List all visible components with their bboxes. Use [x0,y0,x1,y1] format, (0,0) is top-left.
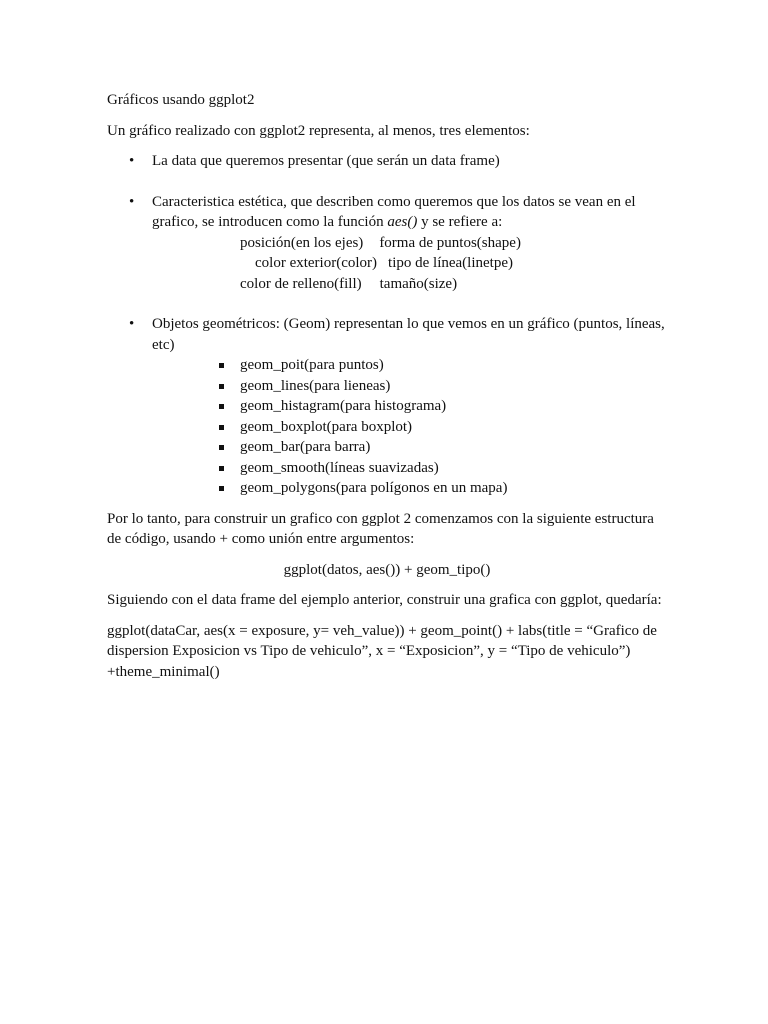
square-bullet-icon [219,363,224,368]
list-item-data-text: La data que queremos presentar (que serán un data frame) [152,153,500,169]
geom-list-item: geom_bar(para barra) [152,437,667,458]
geom-text: Objetos geométricos: (Geom) representan lo que vemos en un gráfico (puntos, líneas, etc) [152,316,665,353]
square-bullet-icon [219,404,224,409]
example-paragraph: Siguiendo con el data frame del ejemplo anterior, construir una grafica con ggplot, quedaría: [107,592,662,608]
aes-row [152,274,667,295]
document-page [107,90,667,682]
example-code: ggplot(dataCar, aes(x = exposure, y= veh_value)) + geom_point() + labs(title = “Grafico de dispersion Exposicion vs Tipo de vehiculo”, x = “Exposicion”, y = “Tipo de vehiculo”) +theme_minimal() [107,622,657,680]
bullet-icon: • [129,193,135,210]
square-bullet-icon [219,466,224,471]
aes-text-before: Caracteristica estética, que describen como queremos que los datos se vean en el grafico, se introducen como la función [152,193,636,230]
bullet-icon: • [129,153,135,169]
geom-list [152,355,667,499]
bullet-icon: • [129,316,135,332]
square-bullet-icon [219,486,224,491]
square-bullet-icon [219,425,224,430]
aes-row [152,253,667,274]
geom-list-item: geom_smooth(líneas suavizadas) [152,458,667,479]
square-bullet-icon [219,445,224,450]
geom-list-item: geom_lines(para lieneas) [152,376,667,397]
geom-list-item: geom_poit(para puntos) [152,355,667,376]
aes-function-name: aes() [387,214,418,230]
intro-paragraph: Un gráfico realizado con ggplot2 representa, al menos, tres elementos: [107,122,530,139]
elements-list [107,151,667,499]
geom-list-item: geom_boxplot(para boxplot) [152,417,667,438]
aes-item: posición(en los ejes) [240,234,364,251]
list-item-aes [107,192,667,295]
aes-item: tamaño(size) [379,275,458,292]
aes-item: forma de puntos(shape) [379,234,521,251]
aes-item: color exterior(color) [255,255,378,271]
aes-row [152,233,667,254]
geom-list-item: geom_polygons(para polígonos en un mapa) [152,478,667,499]
structure-code: ggplot(datos, aes()) + geom_tipo() [283,561,491,578]
aes-text-after: y se refiere a: [417,214,503,230]
aes-item: tipo de línea(linetpe) [388,255,513,271]
list-item-geom [107,314,667,499]
square-bullet-icon [219,384,224,389]
list-item-data [107,151,667,172]
document-title: Gráficos usando ggplot2 [107,92,255,108]
aes-item: color de relleno(fill) [240,275,362,292]
structure-paragraph: Por lo tanto, para construir un grafico con ggplot 2 comenzamos con la siguiente estructura de código, usando + como unión entre argumentos: [107,510,654,547]
geom-list-item: geom_histagram(para histograma) [152,396,667,417]
